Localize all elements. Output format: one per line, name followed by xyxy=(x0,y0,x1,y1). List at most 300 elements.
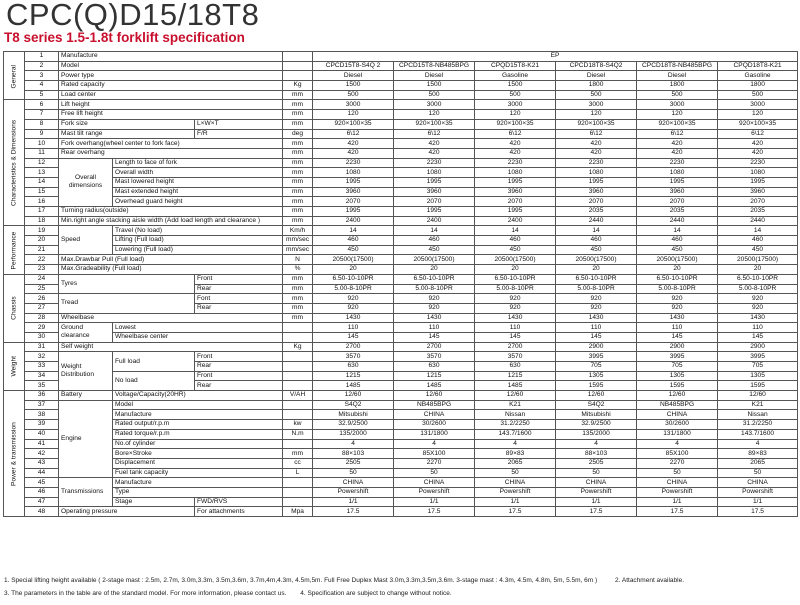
row-label: Type xyxy=(113,487,283,497)
value-cell: 20 xyxy=(556,265,637,275)
value-cell: 3960 xyxy=(718,187,798,197)
value-cell: 145 xyxy=(313,332,394,342)
value-cell: 20 xyxy=(475,265,556,275)
value-cell: Mitsubishi xyxy=(313,410,394,420)
row-number: 24 xyxy=(25,274,59,284)
table-row xyxy=(4,400,798,410)
row-sublabel: FWD/RVS xyxy=(195,497,283,507)
value-cell: 4 xyxy=(475,439,556,449)
value-cell: 1595 xyxy=(556,381,637,391)
row-number: 8 xyxy=(25,119,59,129)
unit-cell xyxy=(283,487,313,497)
value-cell: 6.50-10-10PR xyxy=(718,274,798,284)
value-cell: 1485 xyxy=(313,381,394,391)
value-cell: 17.5 xyxy=(637,507,718,517)
unit-cell: N xyxy=(283,255,313,265)
value-cell: 14 xyxy=(718,226,798,236)
value-cell: 20500(17500) xyxy=(475,255,556,265)
value-cell: 6\12 xyxy=(718,129,798,139)
row-number: 9 xyxy=(25,129,59,139)
unit-cell: mm xyxy=(283,168,313,178)
row-number: 11 xyxy=(25,148,59,158)
value-cell: 920 xyxy=(475,294,556,304)
group-label-general: General xyxy=(4,52,25,100)
unit-cell: mm xyxy=(283,284,313,294)
value-cell: 85X100 xyxy=(637,449,718,459)
unit-cell xyxy=(283,439,313,449)
value-cell: 5.00-8-10PR xyxy=(637,284,718,294)
value-cell: 1305 xyxy=(556,371,637,381)
value-cell: 12/60 xyxy=(394,391,475,401)
value-cell: 131/1800 xyxy=(394,429,475,439)
value-cell: 920×100×35 xyxy=(313,119,394,129)
row-label: Min.right angle stacking aisle width (Add load length and clearance ) xyxy=(59,216,283,226)
value-cell: 6.50-10-10PR xyxy=(556,274,637,284)
table-row xyxy=(4,429,798,439)
row-label: Manufacture xyxy=(59,52,283,62)
row-number: 44 xyxy=(25,468,59,478)
unit-cell: mm xyxy=(283,187,313,197)
value-cell: 5.00-8-10PR xyxy=(394,284,475,294)
value-cell: 1/1 xyxy=(313,497,394,507)
value-cell: 145 xyxy=(637,332,718,342)
value-cell: 1/1 xyxy=(718,497,798,507)
value-cell: 500 xyxy=(313,90,394,100)
value-cell: NB485BPG xyxy=(394,400,475,410)
value-cell: 32.9/2500 xyxy=(313,420,394,430)
value-cell: 2440 xyxy=(556,216,637,226)
unit-cell: mm xyxy=(283,207,313,217)
value-cell: Diesel xyxy=(637,71,718,81)
row-sublabel: Rear xyxy=(195,284,283,294)
value-cell: 143.7/1600 xyxy=(718,429,798,439)
value-cell: NB485BPG xyxy=(637,400,718,410)
table-row xyxy=(4,487,798,497)
row-label: Lift height xyxy=(59,100,283,110)
value-cell: 5.00-8-10PR xyxy=(718,284,798,294)
table-row xyxy=(4,449,798,459)
row-label: Lifting (Full load) xyxy=(113,236,283,246)
table-row xyxy=(4,52,798,62)
group-label-power: Power & transmission xyxy=(4,391,25,517)
row-number: 22 xyxy=(25,255,59,265)
row-label: Fuel tank capacity xyxy=(113,468,283,478)
value-cell: 500 xyxy=(556,90,637,100)
value-cell: Diesel xyxy=(313,71,394,81)
row-number: 36 xyxy=(25,391,59,401)
value-cell: 135/2000 xyxy=(313,429,394,439)
value-cell: 1/1 xyxy=(475,497,556,507)
value-cell: 2700 xyxy=(475,342,556,352)
row-label: Mast tilt range xyxy=(59,129,195,139)
value-cell: 705 xyxy=(637,362,718,372)
row-number: 29 xyxy=(25,323,59,333)
value-cell: 630 xyxy=(394,362,475,372)
row-label: Fork size xyxy=(59,119,195,129)
row-number: 21 xyxy=(25,245,59,255)
unit-cell: mm xyxy=(283,294,313,304)
table-row xyxy=(4,391,798,401)
value-cell: 12/60 xyxy=(718,391,798,401)
unit-cell xyxy=(283,410,313,420)
row-number: 45 xyxy=(25,478,59,488)
value-cell: 12/60 xyxy=(313,391,394,401)
row-label: Rated capacity xyxy=(59,81,283,91)
value-cell: 50 xyxy=(637,468,718,478)
value-cell: CPCD15T8-S4Q 2 xyxy=(313,61,394,71)
value-cell: 1995 xyxy=(475,207,556,217)
table-row xyxy=(4,274,798,284)
value-cell: CPCD15T8-NB485BPG xyxy=(394,61,475,71)
value-cell: 1305 xyxy=(637,371,718,381)
row-number: 15 xyxy=(25,187,59,197)
table-row xyxy=(4,197,798,207)
value-cell: 1080 xyxy=(637,168,718,178)
value-cell: 3000 xyxy=(313,100,394,110)
row-number: 33 xyxy=(25,362,59,372)
value-cell: 1800 xyxy=(556,81,637,91)
value-cell: 1595 xyxy=(718,381,798,391)
value-cell: CPCD18T8-S4Q2 xyxy=(556,61,637,71)
value-cell: 2065 xyxy=(475,458,556,468)
value-cell: CHINA xyxy=(637,478,718,488)
value-cell: 2900 xyxy=(556,342,637,352)
value-cell: 135/2000 xyxy=(556,429,637,439)
value-cell: CHINA xyxy=(718,478,798,488)
row-number: 10 xyxy=(25,139,59,149)
row-label: Free lift height xyxy=(59,110,283,120)
row-label: Wheelbase xyxy=(59,313,283,323)
value-cell: 3570 xyxy=(475,352,556,362)
value-cell: 30/2600 xyxy=(394,420,475,430)
value-cell: 120 xyxy=(313,110,394,120)
value-cell: 920×100×35 xyxy=(475,119,556,129)
value-cell: 20500(17500) xyxy=(394,255,475,265)
table-row xyxy=(4,439,798,449)
value-cell: 1430 xyxy=(718,313,798,323)
row-sublabel: Front xyxy=(195,371,283,381)
row-number: 12 xyxy=(25,158,59,168)
value-cell: 3960 xyxy=(313,187,394,197)
row-label: Battery xyxy=(59,391,113,401)
row-number: 2 xyxy=(25,61,59,71)
value-cell: CPQD15T8-K21 xyxy=(475,61,556,71)
value-cell: 17.5 xyxy=(475,507,556,517)
value-cell: 17.5 xyxy=(313,507,394,517)
unit-cell: mm xyxy=(283,158,313,168)
table-row xyxy=(4,168,798,178)
table-row xyxy=(4,294,798,304)
row-label: Fork overhang(wheel center to fork face) xyxy=(59,139,283,149)
value-cell: 1430 xyxy=(637,313,718,323)
row-label: Power type xyxy=(59,71,283,81)
value-cell: 2505 xyxy=(556,458,637,468)
value-cell: 1430 xyxy=(394,313,475,323)
row-number: 37 xyxy=(25,400,59,410)
value-cell: 6\12 xyxy=(313,129,394,139)
unit-cell: mm xyxy=(283,139,313,149)
value-cell: 6.50-10-10PR xyxy=(394,274,475,284)
value-cell: 2400 xyxy=(394,216,475,226)
unit-cell xyxy=(283,332,313,342)
unit-cell: mm xyxy=(283,110,313,120)
unit-cell: mm xyxy=(283,449,313,459)
value-cell: 89×83 xyxy=(718,449,798,459)
value-cell: 30/2600 xyxy=(637,420,718,430)
row-sublabel: Rear xyxy=(195,303,283,313)
value-cell: 6\12 xyxy=(475,129,556,139)
value-cell: CHINA xyxy=(394,410,475,420)
value-cell: 630 xyxy=(313,362,394,372)
value-cell: 630 xyxy=(475,362,556,372)
value-cell: Nissan xyxy=(718,410,798,420)
row-sublabel: Voltage/Capacity(20HR) xyxy=(113,391,283,401)
value-cell: 2070 xyxy=(313,197,394,207)
value-cell: Powershift xyxy=(475,487,556,497)
unit-cell: mm xyxy=(283,303,313,313)
value-cell: 1430 xyxy=(475,313,556,323)
row-number: 48 xyxy=(25,507,59,517)
value-cell: 5.00-8-10PR xyxy=(313,284,394,294)
value-cell: 2700 xyxy=(394,342,475,352)
value-cell: 450 xyxy=(556,245,637,255)
table-row xyxy=(4,158,798,168)
value-cell: 50 xyxy=(475,468,556,478)
row-label: Operating pressure xyxy=(59,507,195,517)
value-cell: 14 xyxy=(637,226,718,236)
row-label: Lowering (Full load) xyxy=(113,245,283,255)
footnote-2: 2. Attachment available. xyxy=(615,577,685,584)
value-cell: 2070 xyxy=(637,197,718,207)
value-cell: K21 xyxy=(718,400,798,410)
table-row xyxy=(4,420,798,430)
full-load-label: Full load xyxy=(113,352,195,371)
value-cell: 4 xyxy=(718,439,798,449)
unit-cell: deg xyxy=(283,129,313,139)
table-row xyxy=(4,371,798,381)
row-number: 6 xyxy=(25,100,59,110)
value-cell: 450 xyxy=(394,245,475,255)
unit-cell: kw xyxy=(283,420,313,430)
value-cell: 88×103 xyxy=(313,449,394,459)
value-cell: 2070 xyxy=(394,197,475,207)
value-cell: 2400 xyxy=(475,216,556,226)
unit-cell: mm xyxy=(283,90,313,100)
row-number: 17 xyxy=(25,207,59,217)
value-cell: 1500 xyxy=(394,81,475,91)
value-cell: Powershift xyxy=(718,487,798,497)
value-cell: Mitsubishi xyxy=(556,410,637,420)
row-label: Bore×Stroke xyxy=(113,449,283,459)
value-cell: 120 xyxy=(637,110,718,120)
row-number: 7 xyxy=(25,110,59,120)
value-cell: 2070 xyxy=(475,197,556,207)
value-cell: 2400 xyxy=(313,216,394,226)
value-cell: 110 xyxy=(718,323,798,333)
unit-cell: mm xyxy=(283,148,313,158)
value-cell: Gasoline xyxy=(718,71,798,81)
value-cell: 920 xyxy=(313,303,394,313)
row-sublabel: Font xyxy=(195,294,283,304)
value-cell: 1080 xyxy=(313,168,394,178)
value-cell: 1995 xyxy=(313,177,394,187)
row-number: 14 xyxy=(25,177,59,187)
value-cell: 6.50-10-10PR xyxy=(637,274,718,284)
row-label: Self weight xyxy=(59,342,283,352)
row-number: 26 xyxy=(25,294,59,304)
unit-cell xyxy=(283,362,313,372)
table-row xyxy=(4,129,798,139)
value-cell: 1305 xyxy=(718,371,798,381)
value-cell: 460 xyxy=(718,236,798,246)
value-cell: 2700 xyxy=(313,342,394,352)
value-cell: 920 xyxy=(475,303,556,313)
value-cell: 920 xyxy=(718,294,798,304)
row-number: 4 xyxy=(25,81,59,91)
row-sublabel: Rear xyxy=(195,381,283,391)
row-number: 39 xyxy=(25,420,59,430)
value-cell: 3960 xyxy=(475,187,556,197)
footnotes xyxy=(4,574,684,600)
row-number: 27 xyxy=(25,303,59,313)
value-cell: 420 xyxy=(475,139,556,149)
row-number: 47 xyxy=(25,497,59,507)
value-cell: 705 xyxy=(556,362,637,372)
table-row xyxy=(4,90,798,100)
row-number: 42 xyxy=(25,449,59,459)
engine-label: Engine xyxy=(59,400,113,478)
table-row xyxy=(4,100,798,110)
value-cell: 110 xyxy=(475,323,556,333)
table-row xyxy=(4,342,798,352)
row-number: 1 xyxy=(25,52,59,62)
unit-cell xyxy=(283,61,313,71)
spec-table xyxy=(3,51,798,517)
tread-label: Tread xyxy=(59,294,195,313)
value-cell: 500 xyxy=(475,90,556,100)
value-cell: 1430 xyxy=(313,313,394,323)
value-cell: 143.7/1600 xyxy=(475,429,556,439)
unit-cell: N.m xyxy=(283,429,313,439)
value-cell: 145 xyxy=(718,332,798,342)
unit-cell xyxy=(283,400,313,410)
value-cell: 20 xyxy=(718,265,798,275)
value-cell: 420 xyxy=(475,148,556,158)
value-cell: 120 xyxy=(718,110,798,120)
row-label: Stage xyxy=(113,497,195,507)
value-cell: 4 xyxy=(556,439,637,449)
value-cell: 20 xyxy=(394,265,475,275)
value-cell: 1800 xyxy=(718,81,798,91)
row-label: Overhead guard height xyxy=(113,197,283,207)
value-cell: CHINA xyxy=(475,478,556,488)
value-cell: 420 xyxy=(637,148,718,158)
footnote-1: 1. Special lifting height available ( 2-stage mast : 2.5m, 2.7m, 3.0m,3.3m, 3.5m,3.6m, 3.7m,4m,4.3m, 4.5m,5m. Full Free Duplex Mast 3.0m,3.3m,3.5m,3.6m. 3-stage mast : 4.3m, 4.5m, 4.8m, 5m, 5.5m, 6m ) xyxy=(4,577,598,584)
value-cell: 2230 xyxy=(637,158,718,168)
value-cell: 131/1800 xyxy=(637,429,718,439)
value-cell: 88×103 xyxy=(556,449,637,459)
table-row xyxy=(4,236,798,246)
row-sublabel: Rear xyxy=(195,362,283,372)
value-cell: 2440 xyxy=(637,216,718,226)
value-cell: 1500 xyxy=(475,81,556,91)
value-cell: 6\12 xyxy=(637,129,718,139)
value-cell: 1595 xyxy=(637,381,718,391)
group-label-chassis: Chassis xyxy=(4,274,25,342)
group-label-performance: Performance xyxy=(4,226,25,274)
value-cell: 85X100 xyxy=(394,449,475,459)
value-cell: 110 xyxy=(556,323,637,333)
table-row xyxy=(4,81,798,91)
value-cell: 12/60 xyxy=(556,391,637,401)
row-label: Model xyxy=(59,61,283,71)
row-number: 32 xyxy=(25,352,59,362)
row-number: 31 xyxy=(25,342,59,352)
value-cell: 1/1 xyxy=(394,497,475,507)
value-cell: 920 xyxy=(394,294,475,304)
unit-cell: mm xyxy=(283,119,313,129)
row-number: 13 xyxy=(25,168,59,178)
row-number: 18 xyxy=(25,216,59,226)
table-row xyxy=(4,187,798,197)
value-cell: 500 xyxy=(394,90,475,100)
table-row xyxy=(4,458,798,468)
value-cell: CHINA xyxy=(556,478,637,488)
value-cell: 3570 xyxy=(394,352,475,362)
value-cell: 450 xyxy=(313,245,394,255)
spec-table-body xyxy=(4,52,798,517)
value-cell: CHINA xyxy=(313,478,394,488)
value-cell: 2230 xyxy=(718,158,798,168)
value-cell: CPQD18T8-K21 xyxy=(718,61,798,71)
row-label: Rear overhang xyxy=(59,148,283,158)
value-cell: 1215 xyxy=(475,371,556,381)
value-cell: 3570 xyxy=(313,352,394,362)
row-number: 38 xyxy=(25,410,59,420)
row-number: 40 xyxy=(25,429,59,439)
value-cell: 1080 xyxy=(475,168,556,178)
unit-cell: % xyxy=(283,265,313,275)
row-label: Manufacture xyxy=(113,410,283,420)
value-cell: 4 xyxy=(637,439,718,449)
value-cell: 14 xyxy=(475,226,556,236)
value-cell: 1995 xyxy=(394,177,475,187)
row-label: Turning radius(outside) xyxy=(59,207,283,217)
value-cell: 1995 xyxy=(313,207,394,217)
speed-label: Speed xyxy=(59,226,113,255)
row-label: Model xyxy=(113,400,283,410)
table-row xyxy=(4,148,798,158)
value-cell: 420 xyxy=(394,139,475,149)
value-cell: 120 xyxy=(556,110,637,120)
transmissions-label: Transmissions xyxy=(59,478,113,507)
value-cell: 3995 xyxy=(637,352,718,362)
value-cell: 1485 xyxy=(475,381,556,391)
value-cell: 920 xyxy=(556,294,637,304)
value-cell: 920 xyxy=(556,303,637,313)
value-cell: 20500(17500) xyxy=(313,255,394,265)
table-row xyxy=(4,119,798,129)
value-cell: 1215 xyxy=(313,371,394,381)
unit-cell xyxy=(283,71,313,81)
value-cell: Powershift xyxy=(556,487,637,497)
value-cell: 5.00-8-10PR xyxy=(475,284,556,294)
unit-cell: L xyxy=(283,468,313,478)
row-label: Length to face of fork xyxy=(113,158,283,168)
row-sublabel: F/R xyxy=(195,129,283,139)
value-cell: 2900 xyxy=(718,342,798,352)
row-label: Displacement xyxy=(113,458,283,468)
